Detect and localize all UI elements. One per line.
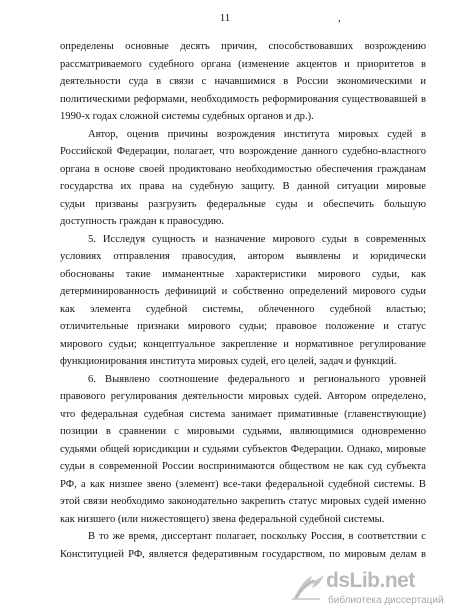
text-line: отличительные признаки мирового судьи; правовое положение и статус: [60, 321, 426, 332]
text-line: деятельности суда в связи с начавшимися в России экономическими и: [60, 76, 426, 87]
paragraph-3: [60, 231, 426, 371]
text-line: органа в основе своей продиктовано необходимостью обеспечения гражданам: [60, 163, 426, 175]
paragraph-5: [60, 528, 426, 563]
text-line: 1990-х годах сложной системы судебных органов и др.).: [60, 111, 314, 122]
text-line: позиции в сравнении с мировыми судьями, являющимися одновременно: [60, 426, 426, 437]
text-line: государства их права на судебную защиту. В данной ситуации мировые: [60, 181, 426, 192]
text-line: правового регулирования деятельности мировых судей. Автором определено,: [60, 391, 426, 402]
text-line: судьи призваны разгрузить федеральные суды и обеспечить большую: [60, 198, 426, 210]
text-line: 5. Исследуя сущность и назначение мирового судьи в современных: [88, 233, 426, 245]
text-line: В то же время, диссертант полагает, поскольку Россия, в соответствии с: [88, 531, 426, 542]
text-line: обоснованы такие имманентные характеристики мирового судьи, как: [60, 268, 426, 280]
text-line: как элемента судебной системы, облеченного судебной властью;: [60, 303, 426, 315]
page-number: 11: [219, 12, 231, 24]
text-line: РФ, а как низшее звено (элемент) все-таки федеральной судебной системы. В: [60, 478, 426, 490]
text-line: доступность граждан к правосудию.: [60, 216, 224, 227]
text-line: Конституцией РФ, является федеративным государством, по мировым делам в: [60, 548, 426, 560]
watermark-subtitle: библиотека диссертаций: [328, 595, 444, 606]
text-line: мирового судьи; концептуальное закрепление и нормативное регулирование: [60, 338, 426, 350]
text-line: детерминированность дефиниций и собственно определений мирового судьи: [60, 286, 426, 297]
text-line: условиях отправления правосудия, автором выявлены и юридически: [60, 251, 426, 262]
document-body: [60, 38, 426, 563]
text-line: Автор, оценив причины возрождения института мировых судей в: [88, 128, 426, 140]
text-line: определены основные десять причин, способствовавших возрождению: [60, 41, 426, 52]
text-line: политическими реформами, необходимость реформирования существовавшей в: [60, 93, 426, 105]
top-mark: ,: [338, 12, 341, 24]
paragraph-4: [60, 371, 426, 529]
dslib-logo-icon: [290, 571, 328, 601]
dslib-watermark[interactable]: [290, 569, 444, 607]
text-line: как низшего (или нижестоящего) звена федеральной судебной системы.: [60, 513, 385, 525]
text-line: этой связи необходимо законодательно закрепить статус мировых судей именно: [60, 496, 426, 507]
text-line: Российской Федерации, полагает, что возрождение данного судебно-властного: [60, 146, 426, 157]
text-line: рассматриваемого судебного органа (изменение акцентов и приоритетов в: [60, 58, 426, 70]
paragraph-2: [60, 126, 426, 231]
text-line: функционирования института мировых судей, его целей, задач и функций.: [60, 356, 397, 367]
text-line: 6. Выявлено соотношение федерального и регионального уровней: [88, 373, 426, 385]
text-line: судьи в современной России воспринимаются обществом не как суд субъекта: [60, 461, 426, 472]
paragraph-1: [60, 38, 426, 126]
text-line: что федеральная судебная система занимает примативные (главенствующие): [60, 408, 426, 420]
watermark-title: dsLib.net: [326, 569, 415, 592]
text-line: судьями общей юрисдикции и судьями субъектов Федерации. Однако, мировые: [60, 443, 426, 455]
